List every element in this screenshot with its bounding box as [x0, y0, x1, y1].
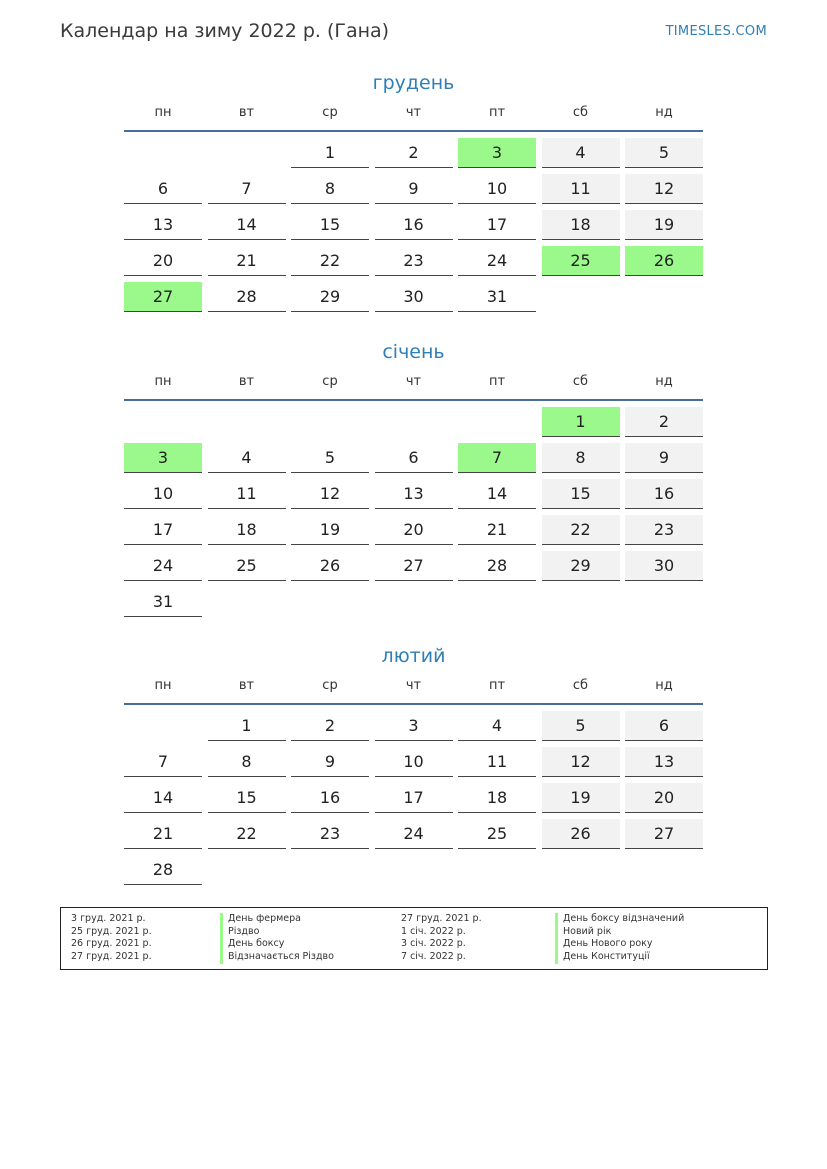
- day-cell[interactable]: 8: [291, 174, 369, 204]
- page-title: Календар на зиму 2022 р. (Гана): [60, 20, 390, 42]
- day-cell[interactable]: 1: [208, 711, 286, 741]
- weekday-label: ср: [322, 374, 338, 389]
- day-cell[interactable]: 14: [208, 210, 286, 240]
- week-row: [124, 587, 703, 617]
- weekday-label: пт: [488, 105, 506, 120]
- holiday-day-cell[interactable]: 3: [124, 443, 202, 473]
- day-cell[interactable]: 20: [375, 515, 453, 545]
- day-cell[interactable]: 28: [458, 551, 536, 581]
- legend-date: 26 груд. 2021 р.: [71, 938, 152, 950]
- empty-day-cell: [124, 138, 202, 167]
- day-cell[interactable]: 24: [458, 246, 536, 276]
- day-cell[interactable]: 21: [208, 246, 286, 276]
- day-cell[interactable]: 17: [375, 783, 453, 813]
- week-row: [124, 711, 703, 741]
- empty-day-cell: [625, 282, 703, 311]
- empty-day-cell: [208, 587, 286, 616]
- weekday-label: вт: [238, 678, 255, 693]
- month-february: [124, 642, 703, 885]
- day-cell[interactable]: 4: [458, 711, 536, 741]
- holiday-day-cell[interactable]: 25: [542, 246, 620, 276]
- weekday-label: сб: [572, 374, 589, 389]
- day-cell[interactable]: 15: [291, 210, 369, 240]
- day-cell[interactable]: 9: [375, 174, 453, 204]
- day-cell[interactable]: 11: [458, 747, 536, 777]
- empty-day-cell: [124, 711, 202, 740]
- day-cell[interactable]: 18: [542, 210, 620, 240]
- day-cell[interactable]: 4: [208, 443, 286, 473]
- day-cell[interactable]: 24: [375, 819, 453, 849]
- weekday-label: пт: [488, 678, 506, 693]
- week-row: [124, 282, 703, 312]
- legend-date: 7 січ. 2022 р.: [401, 951, 466, 963]
- day-cell[interactable]: 30: [625, 551, 703, 581]
- week-row: [124, 246, 703, 276]
- legend-holiday-name: Відзначається Різдво: [220, 951, 334, 964]
- legend-date: 27 груд. 2021 р.: [71, 951, 152, 963]
- day-cell[interactable]: 31: [458, 282, 536, 312]
- empty-day-cell: [375, 855, 453, 884]
- day-cell[interactable]: 9: [291, 747, 369, 777]
- day-cell[interactable]: 29: [542, 551, 620, 581]
- empty-day-cell: [542, 855, 620, 884]
- day-cell[interactable]: 26: [291, 551, 369, 581]
- empty-day-cell: [542, 282, 620, 311]
- day-cell[interactable]: 5: [291, 443, 369, 473]
- empty-day-cell: [208, 855, 286, 884]
- day-cell[interactable]: 26: [542, 819, 620, 849]
- day-cell[interactable]: 16: [625, 479, 703, 509]
- day-cell[interactable]: 28: [124, 855, 202, 885]
- weekday-label: пн: [154, 678, 172, 693]
- weekday-label: ср: [322, 678, 338, 693]
- empty-day-cell: [291, 407, 369, 436]
- week-row: [124, 515, 703, 545]
- day-cell[interactable]: 18: [208, 515, 286, 545]
- day-cell[interactable]: 13: [124, 210, 202, 240]
- day-cell[interactable]: 23: [375, 246, 453, 276]
- legend-left-dates: [71, 913, 152, 964]
- week-row: [124, 407, 703, 437]
- month-title: лютий: [381, 645, 446, 667]
- empty-day-cell: [208, 407, 286, 436]
- empty-day-cell: [375, 407, 453, 436]
- day-cell[interactable]: 1: [291, 138, 369, 168]
- week-row: [124, 819, 703, 849]
- weekday-header-row: [124, 374, 703, 401]
- day-cell[interactable]: 17: [458, 210, 536, 240]
- legend-holiday-name: День фермера: [220, 913, 334, 926]
- weekday-header-row: [124, 678, 703, 705]
- legend-holiday-name: День Нового року: [555, 938, 684, 951]
- legend-right-names: [555, 913, 684, 964]
- day-cell[interactable]: 21: [124, 819, 202, 849]
- week-row: [124, 210, 703, 240]
- day-cell[interactable]: 6: [625, 711, 703, 741]
- day-cell[interactable]: 27: [625, 819, 703, 849]
- empty-day-cell: [291, 587, 369, 616]
- day-cell[interactable]: 2: [291, 711, 369, 741]
- day-cell[interactable]: 15: [542, 479, 620, 509]
- legend-holiday-name: Новий рік: [555, 926, 684, 939]
- holiday-day-cell[interactable]: 3: [458, 138, 536, 168]
- week-row: [124, 551, 703, 581]
- weekday-label: чт: [405, 678, 422, 693]
- empty-day-cell: [458, 587, 536, 616]
- day-cell[interactable]: 24: [124, 551, 202, 581]
- day-cell[interactable]: 10: [458, 174, 536, 204]
- legend-holiday-name: Різдво: [220, 926, 334, 939]
- day-cell[interactable]: 21: [458, 515, 536, 545]
- day-cell[interactable]: 19: [625, 210, 703, 240]
- day-cell[interactable]: 14: [458, 479, 536, 509]
- legend-date: 27 груд. 2021 р.: [401, 913, 482, 924]
- empty-day-cell: [542, 587, 620, 616]
- day-cell[interactable]: 25: [458, 819, 536, 849]
- week-row: [124, 855, 703, 885]
- day-cell[interactable]: 7: [124, 747, 202, 777]
- weekday-label: чт: [405, 374, 422, 389]
- holiday-day-cell[interactable]: 7: [458, 443, 536, 473]
- day-cell[interactable]: 16: [291, 783, 369, 813]
- week-row: [124, 747, 703, 777]
- day-cell[interactable]: 9: [625, 443, 703, 473]
- day-cell[interactable]: 23: [291, 819, 369, 849]
- weekday-header-row: [124, 105, 703, 132]
- day-cell[interactable]: 17: [124, 515, 202, 545]
- day-cell[interactable]: 14: [124, 783, 202, 813]
- day-cell[interactable]: 18: [458, 783, 536, 813]
- month-title: грудень: [372, 72, 455, 94]
- day-cell[interactable]: 22: [542, 515, 620, 545]
- day-cell[interactable]: 11: [208, 479, 286, 509]
- day-cell[interactable]: 8: [542, 443, 620, 473]
- day-cell[interactable]: 12: [291, 479, 369, 509]
- day-cell[interactable]: 28: [208, 282, 286, 312]
- empty-day-cell: [458, 407, 536, 436]
- weekday-label: нд: [655, 678, 673, 693]
- week-row: [124, 138, 703, 168]
- weekday-label: ср: [322, 105, 338, 120]
- weekday-label: чт: [405, 105, 422, 120]
- week-row: [124, 443, 703, 473]
- day-cell[interactable]: 2: [375, 138, 453, 168]
- weekday-label: вт: [238, 374, 255, 389]
- legend-date: 25 груд. 2021 р.: [71, 925, 152, 937]
- day-cell[interactable]: 11: [542, 174, 620, 204]
- weekday-label: пт: [488, 374, 506, 389]
- day-cell[interactable]: 16: [375, 210, 453, 240]
- day-cell[interactable]: 27: [375, 551, 453, 581]
- day-cell[interactable]: 6: [375, 443, 453, 473]
- empty-day-cell: [124, 407, 202, 436]
- day-cell[interactable]: 8: [208, 747, 286, 777]
- day-cell[interactable]: 12: [542, 747, 620, 777]
- day-cell[interactable]: 13: [375, 479, 453, 509]
- weekday-label: нд: [655, 105, 673, 120]
- day-cell[interactable]: 2: [625, 407, 703, 437]
- day-cell[interactable]: 30: [375, 282, 453, 312]
- day-cell[interactable]: 22: [291, 246, 369, 276]
- weekday-label: сб: [572, 678, 589, 693]
- day-cell[interactable]: 22: [208, 819, 286, 849]
- empty-day-cell: [375, 587, 453, 616]
- day-cell[interactable]: 15: [208, 783, 286, 813]
- empty-day-cell: [458, 855, 536, 884]
- empty-day-cell: [208, 138, 286, 167]
- day-cell[interactable]: 13: [625, 747, 703, 777]
- empty-day-cell: [625, 587, 703, 616]
- legend-holiday-name: День боксу: [220, 938, 334, 951]
- day-cell[interactable]: 6: [124, 174, 202, 204]
- weekday-label: вт: [238, 105, 255, 120]
- day-cell[interactable]: 10: [375, 747, 453, 777]
- legend-date: 3 груд. 2021 р.: [71, 913, 146, 924]
- day-cell[interactable]: 12: [625, 174, 703, 204]
- day-cell[interactable]: 23: [625, 515, 703, 545]
- weekday-label: пн: [154, 105, 172, 120]
- holiday-legend: [60, 907, 768, 970]
- legend-holiday-name: День боксу відзначений: [555, 913, 684, 926]
- legend-date: 3 січ. 2022 р.: [401, 938, 466, 950]
- day-cell[interactable]: 10: [124, 479, 202, 509]
- holiday-day-cell[interactable]: 26: [625, 246, 703, 276]
- legend-left-names: [220, 913, 334, 964]
- day-cell[interactable]: 20: [124, 246, 202, 276]
- empty-day-cell: [291, 855, 369, 884]
- empty-day-cell: [625, 855, 703, 884]
- weekday-label: пн: [154, 374, 172, 389]
- day-cell[interactable]: 19: [291, 515, 369, 545]
- month-december: [124, 69, 703, 312]
- weekday-label: сб: [572, 105, 589, 120]
- day-cell[interactable]: 3: [375, 711, 453, 741]
- month-january: [124, 338, 703, 617]
- holiday-day-cell[interactable]: 1: [542, 407, 620, 437]
- week-row: [124, 479, 703, 509]
- day-cell[interactable]: 5: [625, 138, 703, 168]
- day-cell[interactable]: 20: [625, 783, 703, 813]
- legend-holiday-name: День Конституції: [555, 951, 684, 964]
- day-cell[interactable]: 25: [208, 551, 286, 581]
- day-cell[interactable]: 5: [542, 711, 620, 741]
- day-cell[interactable]: 7: [208, 174, 286, 204]
- day-cell[interactable]: 31: [124, 587, 202, 617]
- legend-date: 1 січ. 2022 р.: [401, 925, 466, 937]
- week-row: [124, 783, 703, 813]
- holiday-day-cell[interactable]: 27: [124, 282, 202, 312]
- legend-right-dates: [401, 913, 482, 964]
- day-cell[interactable]: 19: [542, 783, 620, 813]
- weekday-label: нд: [655, 374, 673, 389]
- day-cell[interactable]: 4: [542, 138, 620, 168]
- month-title: січень: [382, 341, 445, 363]
- day-cell[interactable]: 29: [291, 282, 369, 312]
- week-row: [124, 174, 703, 204]
- site-link[interactable]: TIMESLES.COM: [665, 24, 767, 39]
